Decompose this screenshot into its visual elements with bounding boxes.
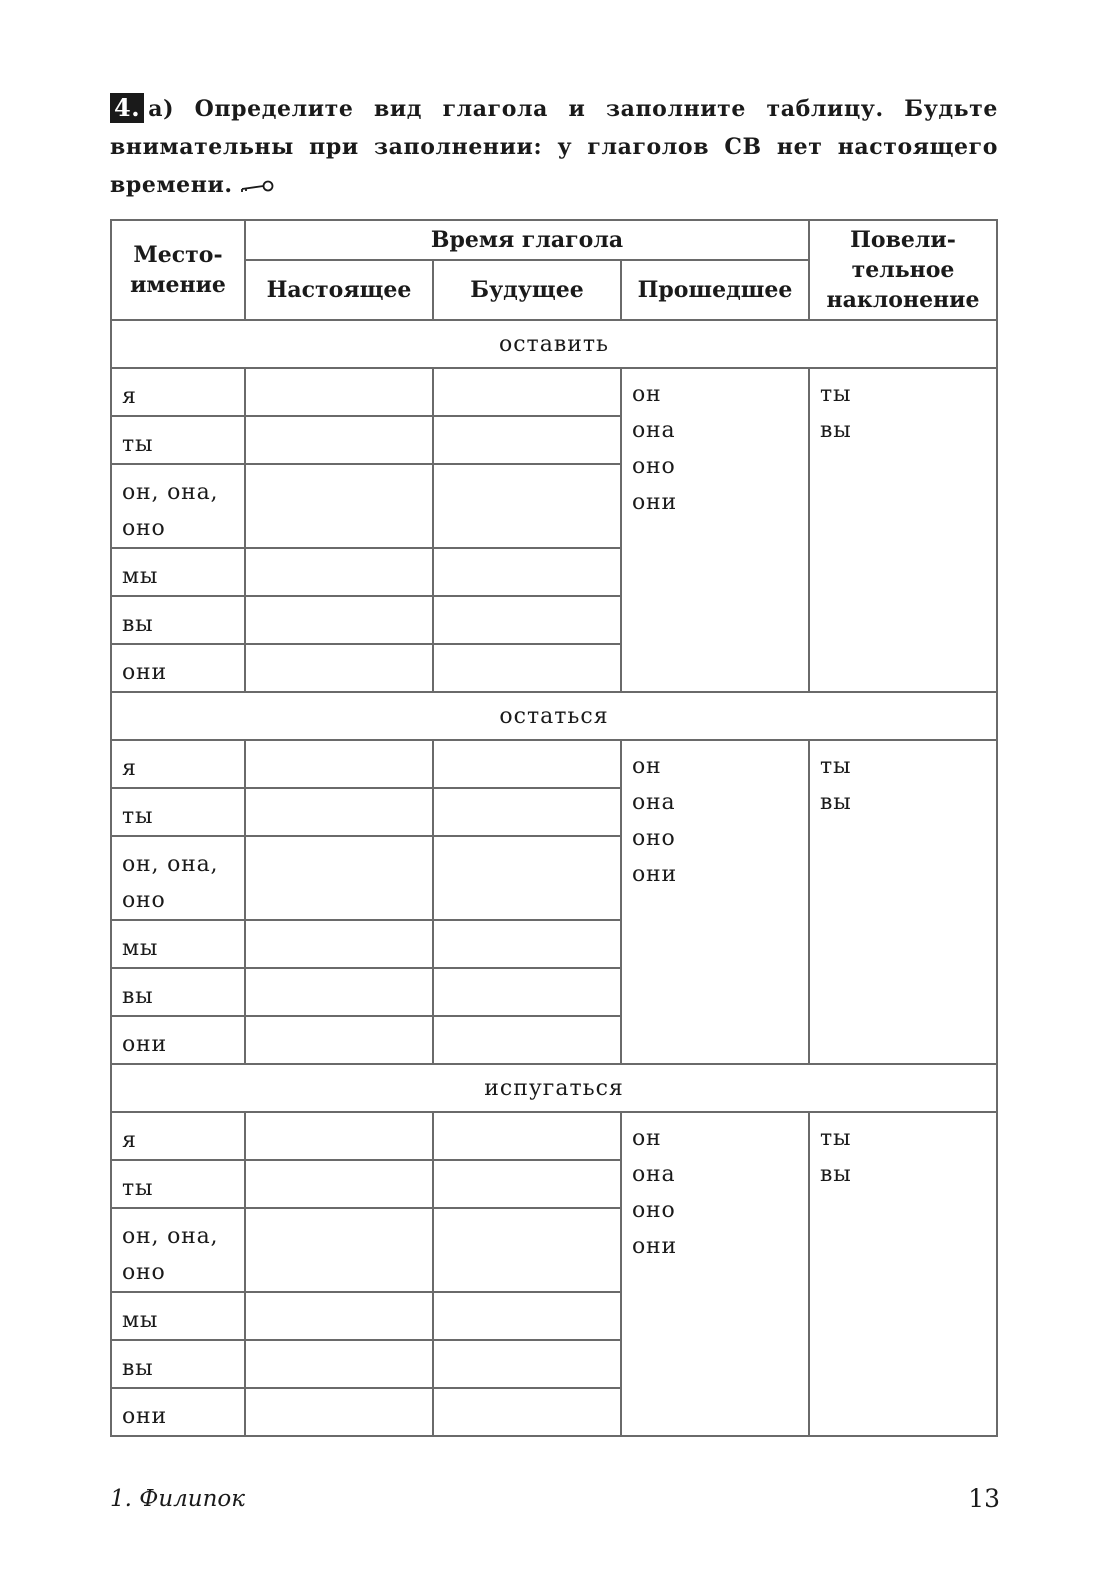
- present-cell[interactable]: [245, 740, 433, 788]
- verb-row-title: остаться: [111, 692, 997, 740]
- task-number: 4.: [110, 93, 144, 123]
- past-form-label: она: [632, 418, 676, 443]
- pronoun-cell: мы: [111, 548, 245, 596]
- present-cell[interactable]: [245, 1112, 433, 1160]
- pronoun-cell: вы: [111, 968, 245, 1016]
- present-cell[interactable]: [245, 1292, 433, 1340]
- task-statement: [110, 90, 998, 205]
- present-cell[interactable]: [245, 596, 433, 644]
- pronoun-cell: вы: [111, 596, 245, 644]
- page-number: 13: [968, 1484, 1000, 1513]
- pronoun-cell: они: [111, 644, 245, 692]
- present-cell[interactable]: [245, 1340, 433, 1388]
- past-form-label: они: [632, 1234, 677, 1259]
- conjugation-row: [111, 740, 997, 788]
- future-cell[interactable]: [433, 1340, 621, 1388]
- past-forms-cell[interactable]: [621, 368, 809, 692]
- future-cell[interactable]: [433, 1016, 621, 1064]
- present-cell[interactable]: [245, 644, 433, 692]
- future-cell[interactable]: [433, 1292, 621, 1340]
- future-cell[interactable]: [433, 596, 621, 644]
- pronoun-cell: мы: [111, 920, 245, 968]
- past-form-label: он: [632, 754, 662, 779]
- header-tense-group: Время глагола: [245, 220, 809, 260]
- header-present: Настоящее: [245, 260, 433, 320]
- header-past: Прошедшее: [621, 260, 809, 320]
- past-form-label: он: [632, 1126, 662, 1151]
- future-cell[interactable]: [433, 1208, 621, 1292]
- pronoun-cell: они: [111, 1388, 245, 1436]
- pronoun-cell: мы: [111, 1292, 245, 1340]
- past-form-label: оно: [632, 826, 676, 851]
- key-icon: [239, 167, 275, 205]
- future-cell[interactable]: [433, 1112, 621, 1160]
- verb-row-title: испугаться: [111, 1064, 997, 1112]
- imperative-form-label: вы: [820, 790, 852, 815]
- imperative-form-label: вы: [820, 1162, 852, 1187]
- past-form-label: они: [632, 490, 677, 515]
- future-cell[interactable]: [433, 644, 621, 692]
- future-cell[interactable]: [433, 968, 621, 1016]
- pronoun-cell: он, она, оно: [111, 464, 245, 548]
- pronoun-cell: вы: [111, 1340, 245, 1388]
- header-imperative: Повели-тельное наклонение: [809, 220, 997, 320]
- header-future: Будущее: [433, 260, 621, 320]
- task-text: а) Определите вид глагола и заполните таблицу. Будьте внимательны при заполнении: у глаголов СВ нет настоящего времени.: [110, 96, 998, 198]
- past-forms-cell[interactable]: [621, 740, 809, 1064]
- present-cell[interactable]: [245, 788, 433, 836]
- future-cell[interactable]: [433, 464, 621, 548]
- imperative-form-label: ты: [820, 382, 852, 407]
- pronoun-cell: я: [111, 1112, 245, 1160]
- future-cell[interactable]: [433, 788, 621, 836]
- past-form-label: она: [632, 790, 676, 815]
- present-cell[interactable]: [245, 416, 433, 464]
- future-cell[interactable]: [433, 1388, 621, 1436]
- conjugation-row: [111, 1112, 997, 1160]
- present-cell[interactable]: [245, 1016, 433, 1064]
- pronoun-cell: ты: [111, 416, 245, 464]
- past-form-label: он: [632, 382, 662, 407]
- present-cell[interactable]: [245, 920, 433, 968]
- pronoun-cell: он, она, оно: [111, 836, 245, 920]
- future-cell[interactable]: [433, 416, 621, 464]
- header-pronoun: Место-имение: [111, 220, 245, 320]
- pronoun-cell: он, она, оно: [111, 1208, 245, 1292]
- past-form-label: она: [632, 1162, 676, 1187]
- future-cell[interactable]: [433, 1160, 621, 1208]
- present-cell[interactable]: [245, 968, 433, 1016]
- verb-conjugation-table: [110, 219, 998, 1437]
- imperative-forms-cell[interactable]: [809, 740, 997, 1064]
- imperative-forms-cell[interactable]: [809, 368, 997, 692]
- future-cell[interactable]: [433, 740, 621, 788]
- present-cell[interactable]: [245, 548, 433, 596]
- past-form-label: оно: [632, 1198, 676, 1223]
- pronoun-cell: ты: [111, 1160, 245, 1208]
- future-cell[interactable]: [433, 368, 621, 416]
- past-form-label: оно: [632, 454, 676, 479]
- imperative-form-label: ты: [820, 1126, 852, 1151]
- imperative-forms-cell[interactable]: [809, 1112, 997, 1436]
- present-cell[interactable]: [245, 1160, 433, 1208]
- conjugation-row: [111, 368, 997, 416]
- future-cell[interactable]: [433, 548, 621, 596]
- present-cell[interactable]: [245, 1388, 433, 1436]
- pronoun-cell: ты: [111, 788, 245, 836]
- verb-row-title: оставить: [111, 320, 997, 368]
- present-cell[interactable]: [245, 1208, 433, 1292]
- past-forms-cell[interactable]: [621, 1112, 809, 1436]
- present-cell[interactable]: [245, 464, 433, 548]
- past-form-label: они: [632, 862, 677, 887]
- imperative-form-label: ты: [820, 754, 852, 779]
- future-cell[interactable]: [433, 836, 621, 920]
- footer-section-title: 1. Филипок: [110, 1486, 246, 1512]
- pronoun-cell: они: [111, 1016, 245, 1064]
- present-cell[interactable]: [245, 836, 433, 920]
- future-cell[interactable]: [433, 920, 621, 968]
- present-cell[interactable]: [245, 368, 433, 416]
- pronoun-cell: я: [111, 740, 245, 788]
- imperative-form-label: вы: [820, 418, 852, 443]
- pronoun-cell: я: [111, 368, 245, 416]
